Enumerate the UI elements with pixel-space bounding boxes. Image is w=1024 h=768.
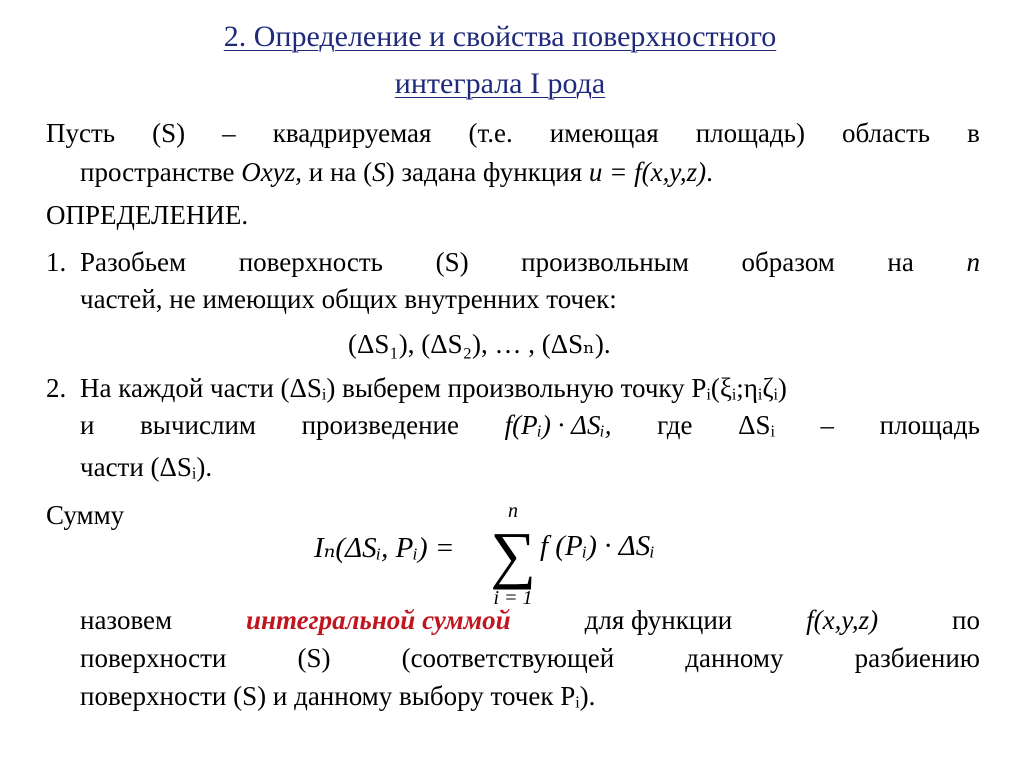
intro-word: Пусть [46,118,116,148]
step2-word: ΔSᵢ [738,410,775,440]
step1-line2: частей, не имеющих общих внутренних точек: [80,284,617,314]
intro-word: имеющая [549,118,659,148]
slide-title-line1: 2. Определение и свойства поверхностного [223,20,777,53]
intro-text: . [706,157,713,187]
step1-word: n [966,247,980,277]
definition-heading: ОПРЕДЕЛЕНИЕ. [46,200,249,230]
intro-word: площадь) [695,118,805,148]
conclusion-line3: поверхности (S) и данному выбору точек Pᵢ). [80,681,596,711]
sum-lhs-text: Iₙ(ΔSᵢ, Pᵢ) = [314,532,455,564]
conclusion-word: для функции [584,605,733,635]
intro-line2 [80,157,713,188]
sum-label: Сумму [46,500,125,530]
step1-word: на [887,247,914,277]
integral-sum-term: интегральной суммой [246,605,511,635]
step1-number: 1. [46,247,67,277]
slide-title-line2: интеграла I рода [394,67,606,100]
conclusion-word: (соответствующей [401,643,615,673]
conclusion-word: (S) [297,643,331,673]
intro-word: в [967,118,980,148]
step2-line2 [80,410,980,441]
step2-word: площадь [879,410,980,440]
step2-number: 2. [46,373,67,403]
step2-word: f(Pᵢ) · ΔSᵢ, [504,410,612,440]
conclusion-word: разбиению [854,643,980,673]
conclusion-word: по [952,605,980,635]
sigma-block [490,500,536,610]
step1-line1 [80,247,980,278]
partition-parts: (ΔS₁), (ΔS₂), … , (ΔSₙ). [348,329,611,359]
conclusion-word: назовем [80,605,173,635]
step2-line3: части (ΔSᵢ). [80,452,213,482]
sum-upper-limit: n [508,500,518,522]
intro-text: пространстве [80,157,242,187]
intro-text: ) задана функция [385,157,589,187]
sum-rhs-text: f (Pᵢ) · ΔSᵢ [540,530,655,562]
step2-word: – [820,410,835,440]
conclusion-word: f(x,y,z) [806,605,879,635]
function-formula: u = f(x,y,z) [588,157,707,187]
conclusion-word: поверхности [80,643,227,673]
intro-text: , и на ( [295,157,373,187]
step2-word: где [657,410,693,440]
intro-word: – [222,118,236,148]
step1-word: образом [741,247,835,277]
intro-word: квадрируемая [272,118,432,148]
intro-word: (т.е. [468,118,513,148]
sum-lower-limit: i = 1 [493,587,533,609]
step2-line1 [80,373,980,404]
sum-rhs [540,530,655,563]
step1-word: (S) [435,247,469,277]
sigma-symbol: ∑ [490,519,536,590]
intro-word: область [841,118,931,148]
step1-word: Разобьем [80,247,187,277]
step1-word: произвольным [521,247,689,277]
step1-word: поверхность [238,247,383,277]
space-name: Oxyz [241,157,296,187]
intro-word: (S) [152,118,186,148]
conclusion-word: данному [685,643,784,673]
surface-symbol: S [372,157,386,187]
conclusion-line1 [80,605,980,636]
step2-text: На каждой части (ΔSᵢ) выберем произвольную точку Pᵢ(ξᵢ;ηᵢζᵢ) [80,373,787,403]
step2-word: вычислим [140,410,256,440]
sum-lhs [314,530,454,565]
step2-word: и [80,410,95,440]
conclusion-line2 [80,643,980,674]
step2-word: произведение [301,410,459,440]
intro-line1 [46,118,980,149]
